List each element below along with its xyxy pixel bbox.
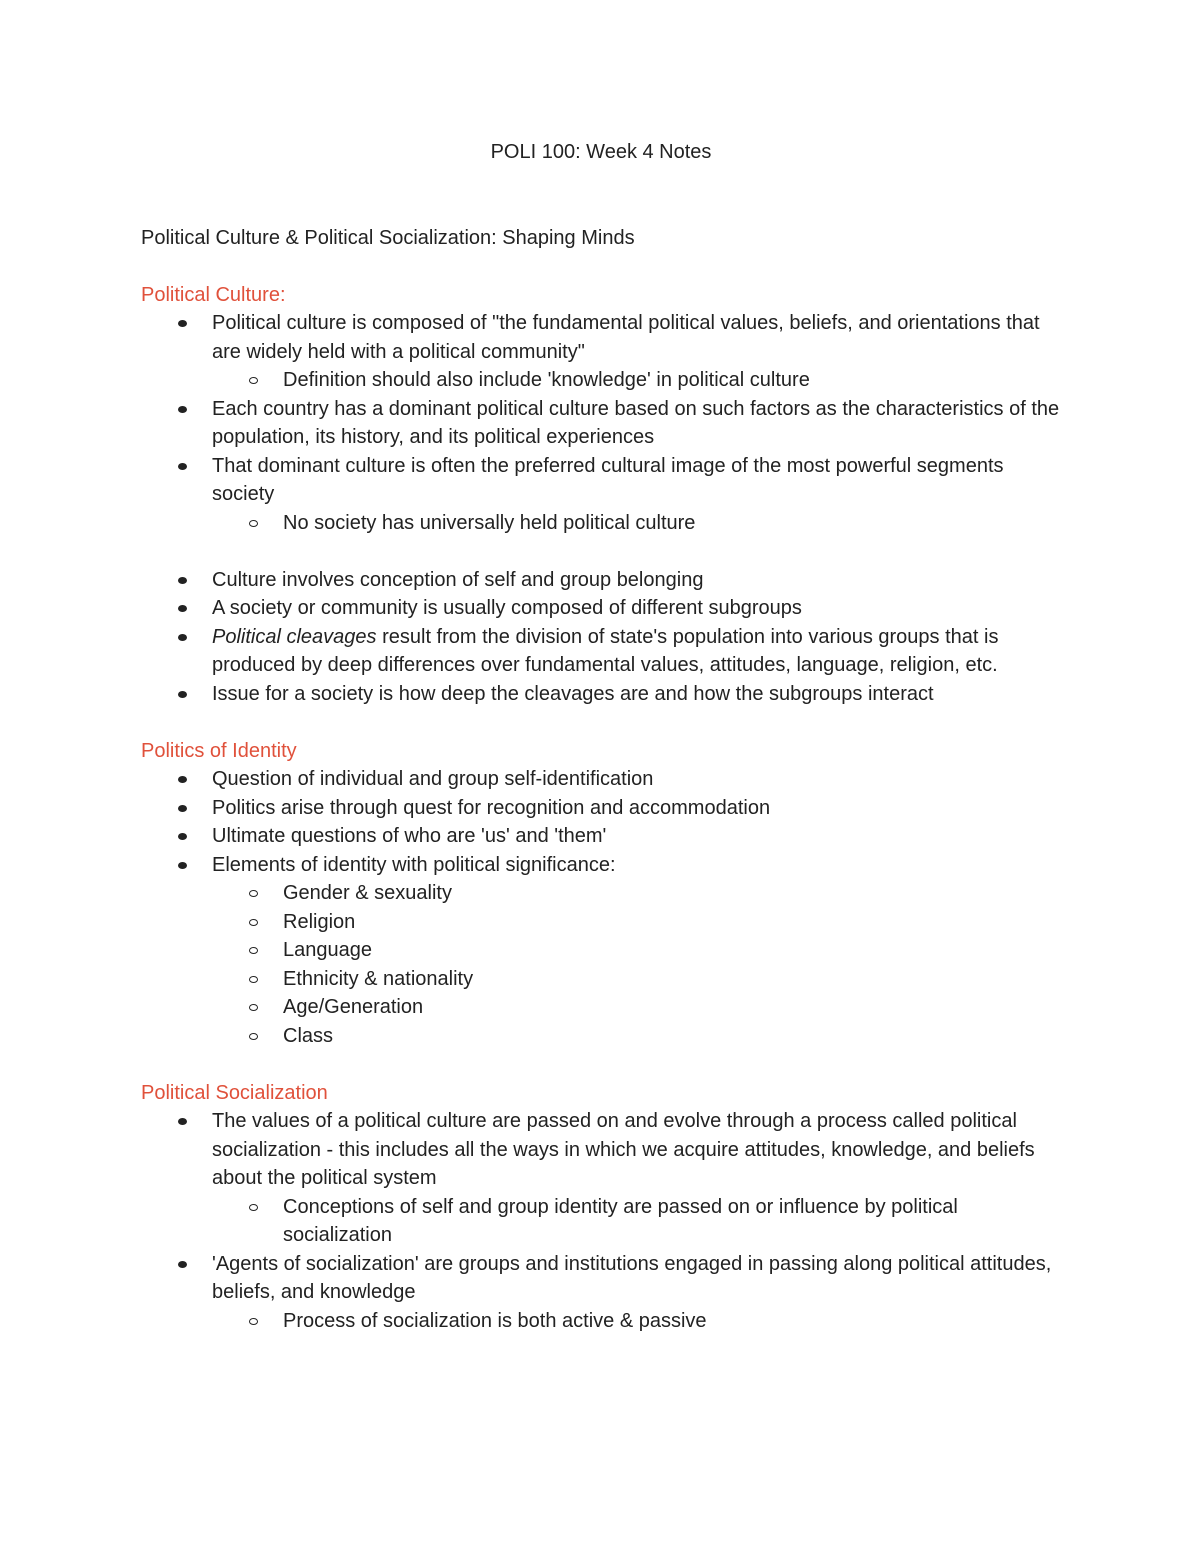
sub-list-item xyxy=(141,908,1061,937)
section-heading-political-socialization: Political Socialization xyxy=(141,1081,328,1104)
section-heading-political-culture: Political Culture: xyxy=(141,283,286,306)
list-item-text: Question of individual and group self-identification xyxy=(212,768,654,790)
sub-list-item-text: No society has universally held political culture xyxy=(283,511,696,534)
list-item-text: Politics arise through quest for recognition and accommodation xyxy=(212,796,771,819)
bullet-ring-icon xyxy=(249,520,258,527)
sub-list-item xyxy=(141,936,1061,965)
bullet-ring-icon xyxy=(249,1318,258,1325)
list-item-text: Political culture is composed of "the fundamental political values, beliefs, and orientations that are widely held with a political community" xyxy=(212,312,1040,363)
list-item-text: A society or community is usually composed of different subgroups xyxy=(212,597,802,619)
list-item-text: 'Agents of socialization' are groups and institutions engaged in passing along political attitudes, beliefs, and knowledge xyxy=(212,1252,1052,1303)
sub-list-item-text: Definition should also include 'knowledge' in political culture xyxy=(283,369,810,391)
sub-list-item-text: Class xyxy=(283,1024,334,1047)
list-item xyxy=(141,1107,1061,1193)
bullet-ring-icon xyxy=(249,1004,258,1011)
bullet-dot-icon xyxy=(178,634,187,641)
sub-list-item xyxy=(141,965,1061,994)
list-item-text: Culture involves conception of self and group belonging xyxy=(212,568,704,591)
italic-term: Political cleavages xyxy=(212,625,377,648)
bullet-dot-icon xyxy=(178,1261,187,1268)
blank-line xyxy=(141,537,1061,566)
sub-list-item xyxy=(141,1307,1061,1336)
bullet-list-politics-of-identity xyxy=(141,765,1061,1050)
bullet-dot-icon xyxy=(178,605,187,612)
sub-list-item xyxy=(141,1022,1061,1051)
list-item xyxy=(141,594,1061,623)
bullet-dot-icon xyxy=(178,463,187,470)
bullet-ring-icon xyxy=(249,1033,258,1040)
sub-list-item-text: Religion xyxy=(283,910,356,933)
list-item-text: Issue for a society is how deep the cleavages are and how the subgroups interact xyxy=(212,682,934,705)
list-item xyxy=(141,1250,1061,1307)
list-item xyxy=(141,794,1061,823)
bullet-dot-icon xyxy=(178,577,187,584)
bullet-dot-icon xyxy=(178,320,187,327)
list-item xyxy=(141,452,1061,509)
list-item xyxy=(141,680,1061,709)
sub-list-item xyxy=(141,1193,1061,1250)
document-subtitle: Political Culture & Political Socialization: Shaping Minds xyxy=(141,226,635,249)
sub-list-item-text: Conceptions of self and group identity are passed on or influence by political socialization xyxy=(283,1195,958,1246)
list-item-text: Elements of identity with political significance: xyxy=(212,853,616,876)
list-item xyxy=(141,309,1061,366)
list-item xyxy=(141,395,1061,452)
sub-list-item xyxy=(141,509,1061,538)
bullet-ring-icon xyxy=(249,890,258,897)
bullet-list-political-socialization xyxy=(141,1107,1061,1335)
sub-list-item-text: Age/Generation xyxy=(283,996,424,1018)
bullet-dot-icon xyxy=(178,406,187,413)
bullet-dot-icon xyxy=(178,805,187,812)
list-item-text: Ultimate questions of who are 'us' and 'them' xyxy=(212,825,607,847)
bullet-ring-icon xyxy=(249,976,258,983)
document-title: POLI 100: Week 4 Notes xyxy=(490,141,712,163)
bullet-dot-icon xyxy=(178,1118,187,1125)
bullet-ring-icon xyxy=(249,919,258,926)
bullet-dot-icon xyxy=(178,862,187,869)
bullet-ring-icon xyxy=(249,947,258,954)
blank-line xyxy=(141,1050,1061,1079)
list-item-text-rest: result from the division of state's population into various groups that is produced by deep differences over fundamental values, attitudes, language, religion, etc. xyxy=(212,625,999,676)
document-page xyxy=(141,138,1061,1335)
bullet-dot-icon xyxy=(178,691,187,698)
section-heading-politics-of-identity: Politics of Identity xyxy=(141,739,297,762)
list-item xyxy=(141,623,1061,680)
sub-list-item xyxy=(141,993,1061,1022)
sub-list-item-text: Ethnicity & nationality xyxy=(283,967,474,990)
list-item-text: The values of a political culture are passed on and evolve through a process called political socialization - this includes all the ways in which we acquire attitudes, knowledge, and beliefs about the political system xyxy=(212,1110,1035,1189)
sub-list-item-text: Process of socialization is both active & passive xyxy=(283,1309,707,1332)
bullet-list-political-culture xyxy=(141,309,1061,537)
list-item xyxy=(141,851,1061,880)
list-item xyxy=(141,566,1061,595)
list-item xyxy=(141,765,1061,794)
bullet-ring-icon xyxy=(249,377,258,384)
list-item-text xyxy=(212,626,998,677)
bullet-dot-icon xyxy=(178,833,187,840)
list-item xyxy=(141,822,1061,851)
bullet-list-political-culture-continued xyxy=(141,566,1061,709)
bullet-dot-icon xyxy=(178,776,187,783)
blank-line xyxy=(141,708,1061,737)
sub-list-item-text: Language xyxy=(283,939,372,961)
sub-list-item-text: Gender & sexuality xyxy=(283,882,452,904)
bullet-ring-icon xyxy=(249,1204,258,1211)
sub-list-item xyxy=(141,879,1061,908)
list-item-text: That dominant culture is often the preferred cultural image of the most powerful segments society xyxy=(212,454,1004,505)
list-item-text: Each country has a dominant political culture based on such factors as the characteristics of the population, its history, and its political experiences xyxy=(212,397,1060,448)
sub-list-item xyxy=(141,366,1061,395)
